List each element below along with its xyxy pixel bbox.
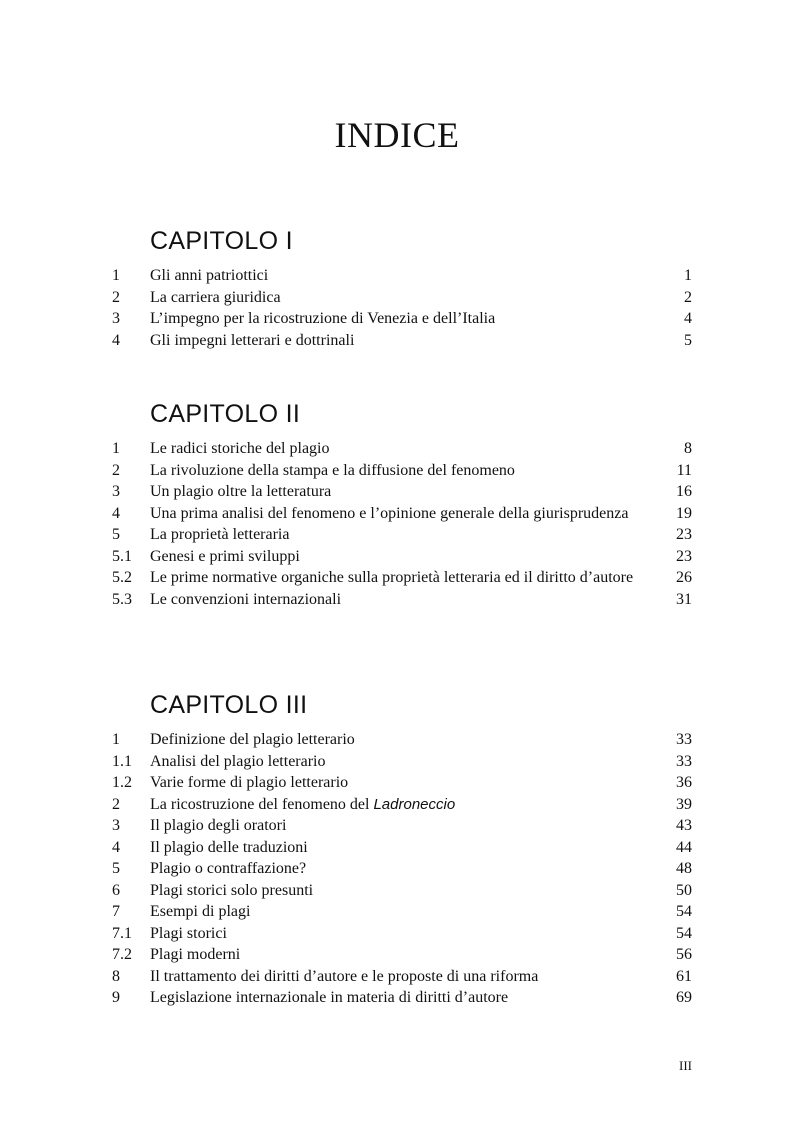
toc-entry[interactable] [112,880,692,902]
entry-number: 7.1 [112,924,132,942]
entry-number: 5.2 [112,569,132,586]
toc-entry[interactable] [112,729,692,751]
entry-title: Plagi moderni [150,946,241,963]
entry-number: 3 [112,310,120,327]
toc-entry[interactable] [112,265,692,287]
entry-number: 8 [112,967,120,985]
entry-page: 54 [676,924,692,942]
entry-title-text: La ricostruzione del fenomeno del [150,795,374,813]
entry-page: 11 [676,461,692,479]
chapter-heading: CAPITOLO II [150,400,301,428]
entry-page: 33 [676,731,692,748]
entry-page: 69 [676,989,692,1006]
entry-page: 5 [684,331,692,349]
entry-number: 1.2 [112,774,132,791]
toc-entry[interactable] [112,772,692,794]
chapter-2 [112,399,692,610]
entry-number: 1 [112,731,120,748]
entry-title: Varie forme di plagio letterario [150,774,349,791]
entry-page: 56 [676,946,692,963]
entry-number: 3 [112,483,120,500]
entry-title: Plagi storici [150,924,227,942]
toc-entry[interactable] [112,308,692,330]
page-title: INDICE [334,115,460,155]
entry-title-italic: Ladroneccio [373,795,456,813]
toc-entry[interactable] [112,567,692,589]
entry-title: Analisi del plagio letterario [150,752,326,770]
toc-entry[interactable] [112,589,692,611]
entry-page: 43 [676,817,692,834]
entry-title: Definizione del plagio letterario [150,731,355,748]
entry-title: Le convenzioni internazionali [150,590,342,608]
entry-title: La carriera giuridica [150,288,281,306]
entry-title [150,794,658,816]
toc-entry[interactable] [112,837,692,859]
toc-entry[interactable] [112,330,692,352]
entry-page: 23 [676,526,692,543]
entry-title: Esempi di plagi [150,903,251,920]
entry-number: 2 [112,288,120,306]
entry-page: 19 [676,504,692,522]
chapter-1 [112,226,692,351]
toc-entry[interactable] [112,944,692,966]
entry-page: 4 [684,310,692,327]
entry-title: L’impegno per la ricostruzione di Venezia e dell’Italia [150,310,496,327]
toc-entry[interactable] [112,815,692,837]
entry-number: 5 [112,526,120,543]
entry-number: 1 [112,440,120,457]
entry-title: Gli impegni letterari e dottrinali [150,331,355,349]
entry-number: 7 [112,903,120,920]
chapter-3 [112,690,692,1009]
entry-number: 5.3 [112,590,132,608]
entry-number: 4 [112,504,120,522]
toc-entry[interactable] [112,460,692,482]
entry-title: Plagi storici solo presunti [150,881,314,899]
entry-title: Legislazione internazionale in materia di diritti d’autore [150,989,509,1006]
entry-title: Genesi e primi sviluppi [150,547,300,565]
entry-page: 8 [684,440,692,457]
toc-entry[interactable] [112,524,692,546]
toc-entry[interactable] [112,923,692,945]
entry-title: La proprietà letteraria [150,526,290,543]
entry-page: 50 [676,881,692,899]
entry-number: 1.1 [112,752,132,770]
entry-page: 39 [676,795,692,813]
entry-number: 6 [112,881,120,899]
entry-number: 4 [112,331,120,349]
toc-entry[interactable] [112,966,692,988]
toc-entry[interactable] [112,901,692,923]
entry-title: Le prime normative organiche sulla proprietà letteraria ed il diritto d’autore [150,569,634,586]
entry-page: 16 [676,483,692,500]
chapter-heading: CAPITOLO III [150,691,308,719]
entry-number: 5.1 [112,547,132,565]
entry-page: 31 [676,590,692,608]
entry-title: Le radici storiche del plagio [150,440,330,457]
entry-page: 36 [676,774,692,791]
page-number: III [679,1058,692,1073]
entry-title: Una prima analisi del fenomeno e l’opinione generale della giurisprudenza [150,504,629,522]
entry-number: 2 [112,795,120,813]
toc-entry[interactable] [112,481,692,503]
entry-page: 26 [676,569,692,586]
toc-entry[interactable] [112,503,692,525]
entry-page: 48 [676,860,692,877]
entry-number: 4 [112,838,120,856]
entry-title: Plagio o contraffazione? [150,860,307,877]
entry-page: 33 [676,752,692,770]
chapter-heading: CAPITOLO I [150,227,293,255]
entry-number: 5 [112,860,120,877]
entry-number: 3 [112,817,120,834]
entry-page: 61 [676,967,692,985]
toc-entry[interactable] [112,858,692,880]
toc-entry[interactable] [112,794,692,816]
entry-page: 54 [676,903,692,920]
toc-entry[interactable] [112,546,692,568]
entry-number: 9 [112,989,120,1006]
entry-title: Un plagio oltre la letteratura [150,483,332,500]
toc-entry[interactable] [112,287,692,309]
toc-entry[interactable] [112,987,692,1009]
entry-page: 44 [676,838,692,856]
entry-title: La rivoluzione della stampa e la diffusione del fenomeno [150,461,515,479]
entry-number: 2 [112,461,120,479]
entry-page: 2 [684,288,692,306]
entry-title: Il trattamento dei diritti d’autore e le proposte di una riforma [150,967,539,985]
entry-title: Gli anni patriottici [150,267,269,284]
toc-entry[interactable] [112,751,692,773]
entry-title: Il plagio degli oratori [150,817,287,834]
entry-title: Il plagio delle traduzioni [150,838,308,856]
entry-page: 1 [684,267,692,284]
entry-page: 23 [676,547,692,565]
toc-entry[interactable] [112,438,692,460]
entry-number: 7.2 [112,946,132,963]
entry-number: 1 [112,267,120,284]
